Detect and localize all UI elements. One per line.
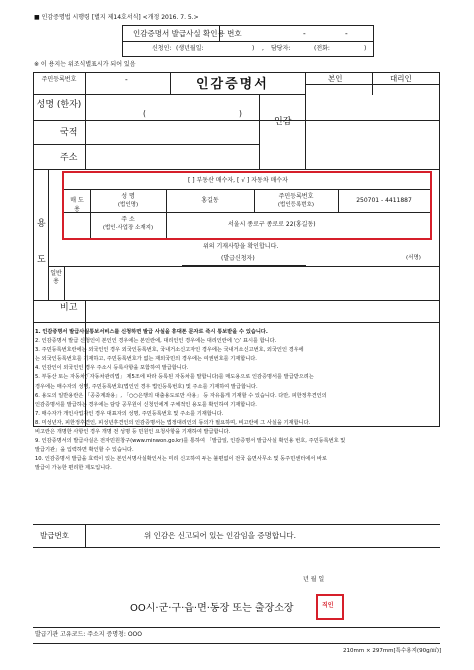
birth-close: ) [252,45,255,52]
forgery-note: ※ 이 용지는 위조식별표시가 되어 있음 [34,61,136,68]
note-item: 발급기관」을 입력하면 확인할 수 있습니다. [35,447,134,454]
phone-label: (전화: [314,45,330,52]
notes-heading: 1. 인감증명서 발급사실통보서비스를 신청하면 발급 사실을 휴대폰 문자로 즉시 통보받을 수 있습니다. [35,329,268,335]
buyer-address-value: 서울시 종로구 종로로 22(홍길동) [228,221,316,228]
nationality-label: 국적 [60,128,78,138]
buyer-rrn-value: 250701 - 4411887 [356,197,412,204]
buyer-name-sub: (법인명) [117,202,139,208]
confirm-number-title: 인감증명서 발급사실 확인용 번호 [133,29,242,38]
remark-label: 비고 [60,303,78,313]
applicant-label: 신청인: [152,45,172,52]
issuing-office: OO시·군·구·읍·면·동장 또는 출장소장 [130,603,294,614]
note-item: 발급이 가능한 편리한 제도입니다. [35,465,112,472]
address-label: 주소 [60,153,78,163]
seal-label: 인감 [274,117,292,127]
confirm-dash-1: - [303,29,306,38]
document-title: 인감증명서 [196,77,269,92]
buyer-name-header: 성 명 [121,193,135,200]
note-item: 는 외국인등록번호를 기재하고, 주민등록번호가 없는 재외국민의 경우에는 여권번호를 기재합니다. [35,356,257,363]
signature-label: (서명) [406,255,421,261]
notes-section [35,328,435,474]
paper-spec: 210mm × 297mm[특수용지(90g/㎡)] [343,648,442,654]
separator: , [262,45,264,52]
resident-no-dash: - [125,75,128,84]
issue-date-line: 년 월 일 [303,576,325,583]
name-label: 성명 (한자) [36,100,82,110]
note-item: 5. 부동산 또는 자동차(「자동차관리법」 제5조에 따라 등록된 자동차를 말합니다)를 매도용으로 인감증명서를 발급받으려는 [35,374,314,381]
buyer-type-check[interactable]: [ ] 부동산 매수자, [ √ ] 자동차 매수자 [188,177,288,184]
note-item: 인감증명서를 발급하는 경우에는 담당 공무원이 신청인에게 구체적인 용도를 확인하여 기재합니다. [35,401,257,408]
buyer-rrn-header: 주민등록번호 [278,193,314,200]
proxy-option[interactable]: 대리인 [390,74,412,83]
sale-usage-label: 매 도 용 [70,197,84,213]
buyer-address-sub: (법인·사업장 소재지) [102,225,154,231]
note-item: 비고란은 개명한 사항인 경우 개명 전 성명 등 민원인 요청사항을 기재하여 발급합니다. [35,429,231,436]
buyer-address-header: 주 소 [121,216,135,223]
name-paren-close: ) [239,109,242,118]
issue-number-label: 발급번호 [40,531,69,540]
issuer-label: (발급신청자) [221,255,255,262]
note-item: 2. 인감증명서 발급 신청인이 본인인 경우에는 본인란에, 대리인인 경우에는 대리인란에 ‘○’ 표시를 합니다. [35,338,277,345]
note-item: 7. 매수자가 개인사업자인 경우 대표자의 성명, 주민등록번호 및 주소를 기재합니다. [35,410,224,417]
note-item: 4. 인감인이 외국인인 경우 주소시 등록사항을 포함하여 발급합니다. [35,365,189,372]
name-paren-open: ( [143,109,146,118]
note-item: 10. 인감증명서 발급을 효력이 있는 본인서명사실확인서는 미리 신고하여 두는 불편없이 전국 읍면사무소 및 동주민센터에서 바로 [35,456,327,463]
certify-text: 위 인감은 신고되어 있는 인감임을 증명합니다. [144,531,296,540]
issuer-code: 발급기관 고유코드: 주소지 증명청: OOO [35,631,142,638]
note-item: 8. 미성년자, 피한정후견인, 피성년후견인의 인감증명서는 법정대리인의 동의가 필요하며, 비고란에 그 사실을 기재합니다. [35,419,311,426]
note-item: 3. 주민등록번호란에는 외국인인 경우 외국인등록번호, 국내거소신고자인 경우에는 국내거소신고번호, 외국인인 경우에 [35,347,304,354]
contact-label: 담당자: [271,45,291,52]
note-item: 9. 인감증명서의 발급사실은 전자민원창구(www.minwon.go.kr)를 통하여 「발급일, 인감증명서 발급사실 확인용 번호, 주민등록번호 및 [35,438,346,445]
usage-vertical-label-1: 용 [37,219,46,229]
self-option[interactable]: 본인 [328,74,343,83]
general-usage-label: 일반용 [50,270,62,285]
birth-label: (생년월일: [176,45,204,52]
usage-vertical-label-2: 도 [37,255,46,265]
buyer-name-value: 홍길동 [201,197,219,204]
buyer-rrn-sub: (법인등록번호) [277,202,315,208]
confirm-dash-2: - [345,29,348,38]
law-reference: ■ 인감증명법 시행령 [별지 제14호서식] <개정 2016. 7. 5.> [34,14,199,21]
confirm-text: 위의 기재사항을 확인합니다. [203,243,279,250]
note-item: 6. 용도의 일반용란은 「공중계좌용」, 「○○은행의 대출용도로만 사용」 등 자유롭게 기재할 수 있습니다. 다만, 피한정후견인의 [35,392,327,399]
note-item: 경우에는 매수자의 성명, 주민등록번호(법인인 경우 법인등록번호) 및 주소를 기재하여 발급합니다. [35,383,258,390]
phone-close: ) [364,45,367,52]
official-seal-text: 직인 [322,602,334,609]
resident-no-label: 주민등록번호 [41,76,77,83]
